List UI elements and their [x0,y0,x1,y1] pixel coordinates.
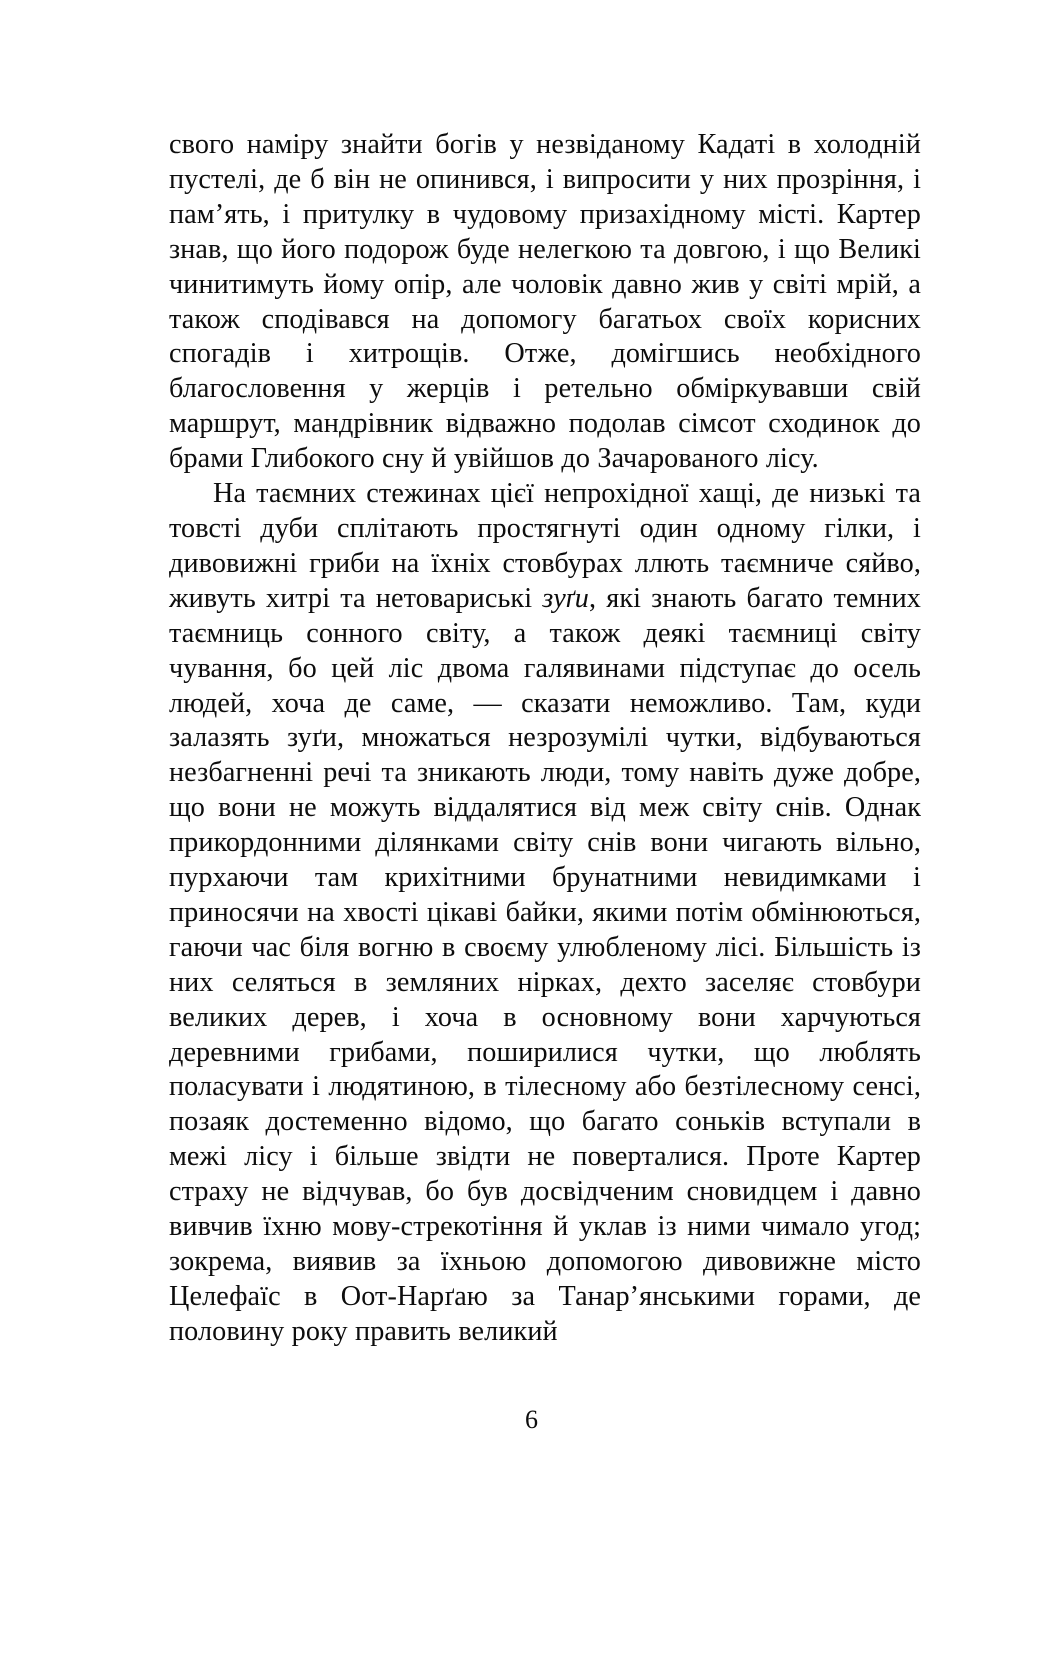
paragraph-2-segment-tail: , які знають багато темних таємниць сонного світу, а також деякі таємниці світу чування, бо цей ліс двома галявинами підступає до осель людей, хоча де саме, — сказати неможливо. Там, куди залазять зуґи, множаться незрозумілі чутки, відбуваються незбагненні речі та зникають люди, тому навіть дуже добре, що вони не можуть віддалятися від меж світу снів. Однак прикордонними ділянками світу снів вони чигають вільно, пурхаючи там крихітними брунатними невидимками і приносячи на хвості цікаві байки, якими потім обмінюються, гаючи час біля вогню в своєму улюбленому лісі. Більшість із них селяться в земляних нірках, дехто заселяє стовбури великих дерев, і хоча в основному вони харчуються деревними грибами, поширилися чутки, що люблять поласувати і людятиною, в тілесному або безтілесному сенсі, позаяк достеменно відомо, що багато соньків вступали в межі лісу і більше звідти не поверталися. Проте Картер страху не відчував, бо був досвідченим сновидцем і давно вивчив їхню мову-стрекотіння й уклав із ними чимало угод; зокрема, виявив за їхньою допомогою дивовижне місто Целефаїс в Оот-Нарґаю за Танар’янськими горами, де половину року править великий [169,582,921,1347]
paragraph-1: свого наміру знайти богів у незвіданому Кадаті в холодній пустелі, де б він не опинився, і випросити у них прозріння, і пам’ять, і притулку в чудовому призахідному місті. Картер знав, що його подорож буде нелегкою та довгою, і що Великі чинитимуть йому опір, але чоловік давно жив у світі мрій, а також сподівався на допомогу багатьох своїх корисних спогадів і хитрощів. Отже, домігшись необхідного благословення у жерців і ретельно обміркувавши свій маршрут, мандрівник відважно подолав сімсот сходинок до брами Глибокого сну й увійшов до Зачарованого лісу. [169,129,921,475]
page-text-block [169,128,921,1350]
page-number: 6 [525,1405,538,1434]
paragraph-2 [169,477,921,1350]
paragraph-2-italic-term: зуґи [542,582,589,614]
paragraph-2-segment-lead: На таємних стежинах цієї непрохідної хащі, де низькі та товсті дуби сплітають простягнуті один одному гілки, і дивовижні гриби на їхніх стовбурах ллють таємниче сяйво, живуть хитрі та нетовариські [169,478,921,614]
